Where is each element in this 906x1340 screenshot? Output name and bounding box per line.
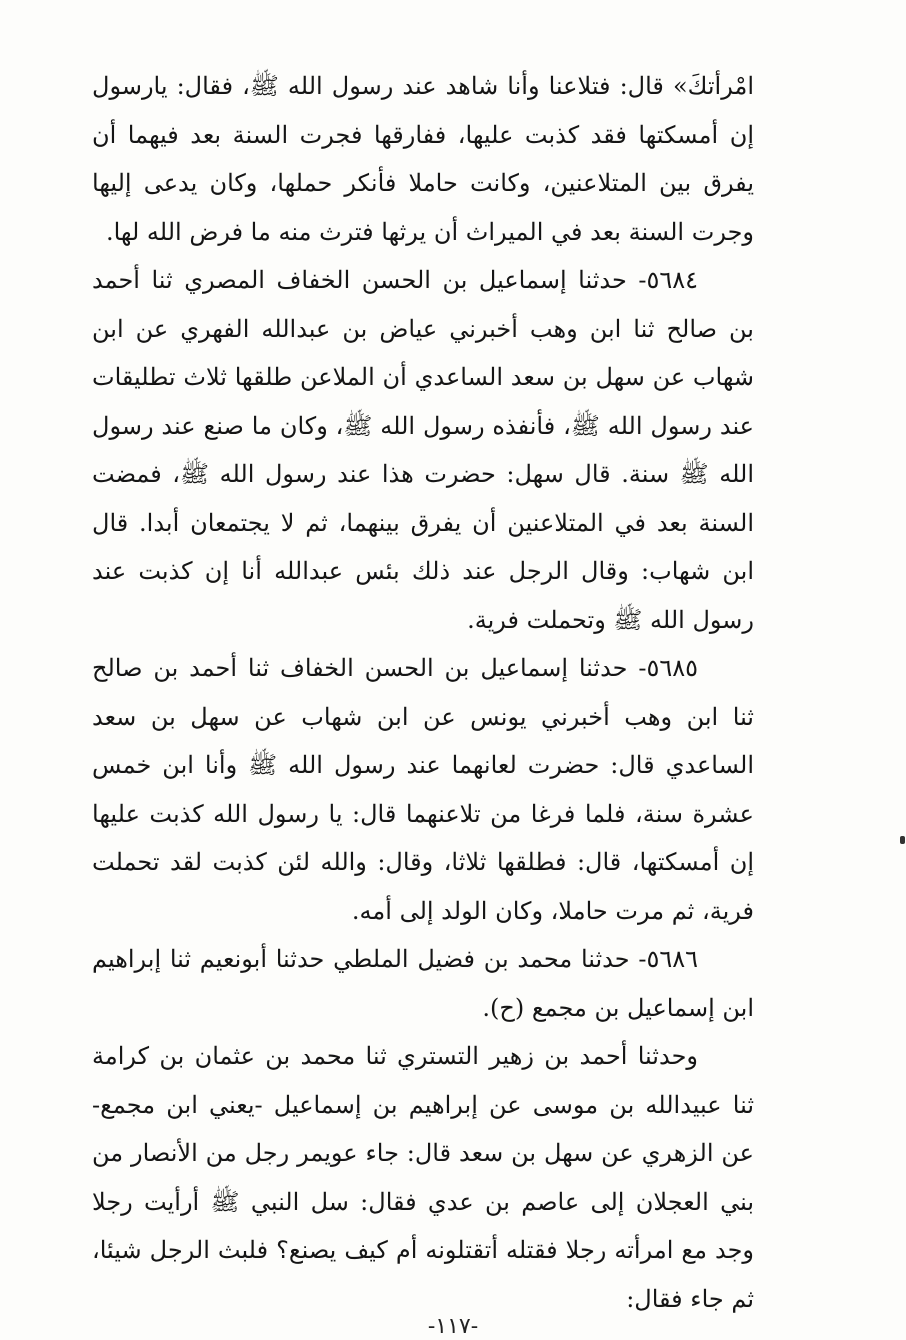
hadith-5686-second-chain: وحدثنا أحمد بن زهير التستري ثنا محمد بن عثمان بن كرامة ثنا عبيدالله بن موسى عن إبراهيم بن إسماعيل -يعني ابن مجمع- عن الزهري عن سهل بن سعد قال: جاء عويمر رجل من الأنصار من بني العجلان إلى عاصم بن عدي فقال: سل النبي ﷺ أرأيت رجلا وجد مع امرأته رجلا فقتله أتقتلونه أم كيف يصنع؟ فلبث الرجل شيئا، ثم جاء فقال: [92,1042,754,1313]
paragraph-continuation: امْرأتكَ» قال: فتلاعنا وأنا شاهد عند رسول الله ﷺ، فقال: يارسول إن أمسكتها فقد كذبت عليها، ففارقها فجرت السنة بعد فيهما أن يفرق بين المتلاعنين، وكانت حاملا فأنكر حملها، وكان يدعى إليها وجرت السنة بعد في الميراث أن يرثها فترث منه ما فرض الله لها. [92,72,754,246]
hadith-5686: ٥٦٨٦- حدثنا محمد بن فضيل الملطي حدثنا أبونعيم ثنا إبراهيم ابن إسماعيل بن مجمع (ح). [92,945,754,1022]
scan-speck [900,836,905,844]
page-number: -١١٧- [427,1314,479,1339]
hadith-5684: ٥٦٨٤- حدثنا إسماعيل بن الحسن الخفاف المصري ثنا أحمد بن صالح ثنا ابن وهب أخبرني عياض بن عبدالله الفهري عن ابن شهاب عن سهل بن سعد الساعدي أن الملاعن طلقها ثلاث تطليقات عند رسول الله ﷺ، فأنفذه رسول الله ﷺ، وكان ما صنع عند رسول الله ﷺ سنة. قال سهل: حضرت هذا عند رسول الله ﷺ، فمضت السنة بعد في المتلاعنين أن يفرق بينهما، ثم لا يجتمعان أبدا. قال ابن شهاب: وقال الرجل عند ذلك بئس عبدالله أنا إن كذبت عند رسول الله ﷺ وتحملت فرية. [92,266,754,634]
main-text [92,62,754,1323]
hadith-5685: ٥٦٨٥- حدثنا إسماعيل بن الحسن الخفاف ثنا أحمد بن صالح ثنا ابن وهب أخبرني يونس عن ابن شهاب عن سهل بن سعد الساعدي قال: حضرت لعانهما عند رسول الله ﷺ وأنا ابن خمس عشرة سنة، فلما فرغا من تلاعنهما قال: يا رسول الله كذبت عليها إن أمسكتها، قال: فطلقها ثلاثا، وقال: والله لئن كذبت لقد تحملت فرية، ثم مرت حاملا، وكان الولد إلى أمه. [92,654,754,925]
